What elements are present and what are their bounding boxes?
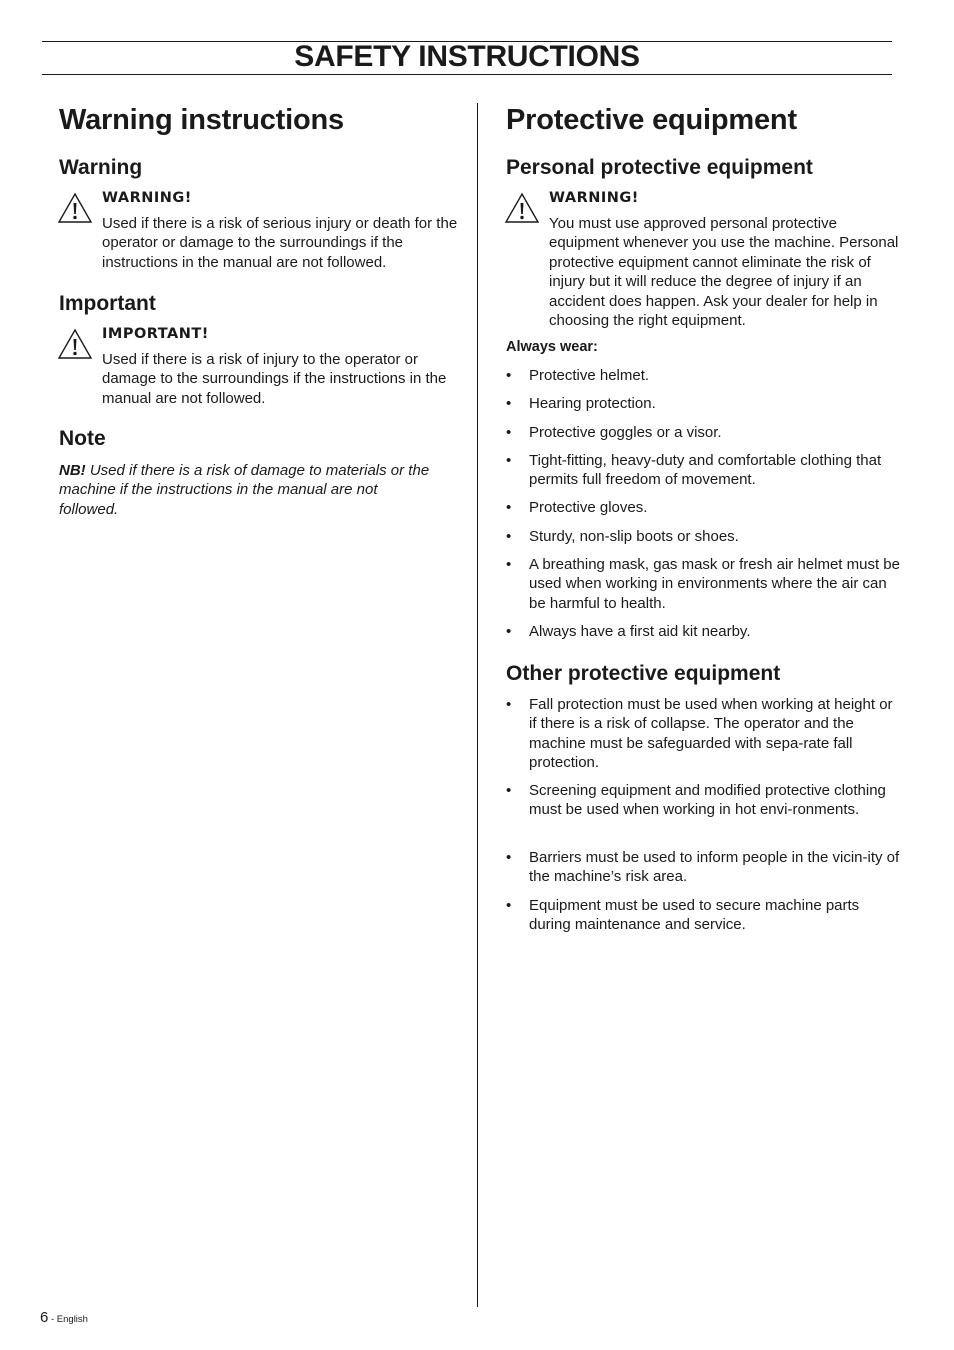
always-wear-label: Always wear: bbox=[506, 339, 598, 355]
note-text bbox=[59, 461, 439, 519]
section-title-warning-instructions: Warning instructions bbox=[59, 104, 344, 136]
list-item: • Always have a first aid kit nearby. bbox=[506, 623, 751, 640]
list-item: • Protective gloves. bbox=[506, 499, 648, 516]
page-title: SAFETY INSTRUCTIONS bbox=[294, 40, 640, 73]
list-item: • Barriers must be used to inform people in the vicin-ity of the machine’s risk area. bbox=[506, 849, 900, 886]
warning-text: Used if there is a risk of serious injury or death for the operator or damage to the surroundings if the instructions in the manual are not followed. bbox=[102, 215, 458, 271]
heading-other-protective-equipment: Other protective equipment bbox=[506, 662, 781, 685]
warning-triangle-icon bbox=[57, 328, 93, 360]
list-item: • Equipment must be used to secure machine parts during maintenance and service. bbox=[506, 897, 860, 934]
heading-note: Note bbox=[59, 427, 106, 450]
list-item: • Fall protection must be used when working at height or if there is a risk of collapse. The operator and the machine must be safeguarded with sepa-rate fall protection. bbox=[506, 696, 893, 772]
heading-personal-protective-equipment: Personal protective equipment bbox=[506, 156, 813, 179]
list-item: • Screening equipment and modified protective clothing must be used when working in hot envi-ronments. bbox=[506, 782, 886, 819]
list-item: • Tight-fitting, heavy-duty and comfortable clothing that permits full freedom of movement. bbox=[506, 452, 882, 489]
note-body: Used if there is a risk of damage to materials or the machine if the instructions in the manual are not followed. bbox=[59, 462, 430, 518]
page-number: 6 bbox=[40, 1309, 49, 1326]
personal-warning-label: WARNING! bbox=[549, 190, 639, 206]
warning-triangle-icon bbox=[57, 192, 93, 224]
section-title-protective-equipment: Protective equipment bbox=[506, 104, 797, 136]
list-item: • Protective helmet. bbox=[506, 367, 650, 384]
list-item: • Sturdy, non-slip boots or shoes. bbox=[506, 528, 739, 545]
important-text: Used if there is a risk of injury to the operator or damage to the surroundings if the instructions in the manual are not followed. bbox=[102, 351, 447, 407]
column-divider bbox=[477, 103, 478, 1307]
warning-label: WARNING! bbox=[102, 190, 192, 206]
footer-language: - English bbox=[48, 1314, 88, 1325]
list-item: • A breathing mask, gas mask or fresh air helmet must be used when working in environments where the air can be harmful to health. bbox=[506, 556, 900, 612]
note-prefix: NB! bbox=[59, 462, 86, 479]
heading-important: Important bbox=[59, 292, 156, 315]
important-label: IMPORTANT! bbox=[102, 326, 209, 342]
header-rule-bottom bbox=[42, 74, 892, 75]
heading-warning: Warning bbox=[59, 156, 143, 179]
list-item: • Protective goggles or a visor. bbox=[506, 424, 722, 441]
personal-warning-text: You must use approved personal protective equipment whenever you use the machine. Personal protective equipment cannot eliminate the risk of injury but it will reduce the degree of injury if an accident does happen. Ask your dealer for help in choosing the right equipment. bbox=[549, 215, 899, 330]
page-footer bbox=[40, 1309, 88, 1326]
warning-triangle-icon bbox=[504, 192, 540, 224]
list-item: • Hearing protection. bbox=[506, 395, 656, 412]
